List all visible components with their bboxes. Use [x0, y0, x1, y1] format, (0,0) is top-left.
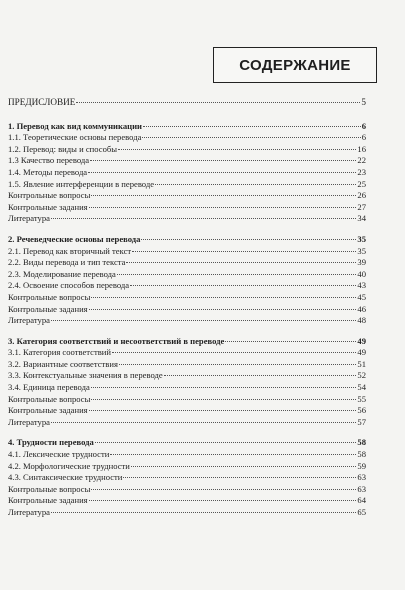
toc-page-number: 27 [357, 201, 366, 212]
toc-page-number: 65 [357, 507, 366, 517]
toc-leader-dots [143, 126, 361, 127]
toc-entry-title: 4.3. Синтаксические трудности [8, 472, 123, 483]
toc-leader-dots [119, 364, 357, 365]
toc-entry-title: Литература [8, 315, 50, 326]
toc-leader-dots [91, 489, 356, 490]
toc-chapter-row [8, 234, 366, 246]
toc-chapter-row [8, 336, 366, 348]
toc-chapter-row [8, 121, 366, 133]
toc-spacer [8, 327, 366, 336]
toc-entry-title: 1.4. Методы перевода [8, 166, 88, 177]
toc-page-number: 40 [357, 268, 366, 279]
toc-page-number: 63 [357, 483, 366, 494]
toc-page-number: 57 [357, 416, 366, 427]
toc-leader-dots [131, 466, 357, 467]
toc-spacer [8, 428, 366, 437]
toc-page-number: 59 [357, 460, 366, 471]
toc-leader-dots [91, 387, 357, 388]
toc-entry-title: Литература [8, 213, 50, 224]
toc-entry-title: Контрольные вопросы [8, 190, 91, 201]
toc-page-number: 25 [357, 178, 366, 189]
toc-preface-row [8, 97, 366, 109]
toc-entry-title: Контрольные задания [8, 495, 88, 506]
toc-entry-title: 4. Трудности перевода [8, 437, 94, 448]
toc-entry-title: Контрольные задания [8, 201, 88, 212]
toc-entry-row [8, 167, 366, 179]
toc-entry-row [8, 472, 366, 484]
toc-leader-dots [51, 422, 356, 423]
toc-page-number: 35 [357, 245, 366, 256]
toc-leader-dots [118, 149, 356, 150]
toc-page-number: 6 [361, 120, 366, 131]
toc-entry-row [8, 202, 366, 214]
toc-leader-dots [112, 352, 356, 353]
toc-page-number: 26 [357, 190, 366, 201]
toc-leader-dots [51, 512, 356, 513]
toc-page-number: 54 [357, 382, 366, 393]
toc-entry-row [8, 246, 366, 258]
toc-leader-dots [88, 172, 356, 173]
toc-entry-title: Литература [8, 507, 50, 517]
toc-entry-row [8, 461, 366, 473]
toc-chapter-row [8, 437, 366, 449]
toc-leader-dots [141, 239, 356, 240]
table-of-contents [8, 97, 366, 519]
toc-entry-title: 1.5. Явление интерференции в переводе [8, 178, 155, 189]
toc-entry-row [8, 213, 366, 225]
toc-page-number: 45 [357, 291, 366, 302]
toc-entry-row [8, 155, 366, 167]
toc-leader-dots [126, 262, 356, 263]
toc-entry-row [8, 179, 366, 191]
toc-entry-title: 1.1. Теоретические основы перевода [8, 132, 142, 143]
toc-entry-title: 3. Категория соответствий и несоответствий в переводе [8, 335, 225, 346]
toc-page-number: 34 [357, 213, 366, 224]
toc-entry-row [8, 257, 366, 269]
page-title: СОДЕРЖАНИЕ [239, 56, 351, 74]
toc-leader-dots [95, 442, 357, 443]
toc-entry-title: 1.2. Перевод: виды и способы [8, 143, 118, 154]
toc-page-number: 48 [357, 315, 366, 326]
toc-leader-dots [130, 285, 356, 286]
toc-entry-title: ПРЕДИСЛОВИЕ [8, 97, 76, 107]
toc-leader-dots [117, 274, 357, 275]
toc-entry-row [8, 405, 366, 417]
toc-entry-title: 1.3 Качество перевода [8, 155, 90, 166]
toc-page-number: 35 [357, 233, 366, 244]
toc-entry-row [8, 292, 366, 304]
toc-entry-title: Литература [8, 416, 50, 427]
toc-leader-dots [51, 320, 356, 321]
toc-page-number: 63 [357, 472, 366, 483]
toc-leader-dots [225, 341, 356, 342]
toc-entry-row [8, 144, 366, 156]
toc-entry-row [8, 370, 366, 382]
toc-page-number: 39 [357, 257, 366, 268]
toc-entry-row [8, 449, 366, 461]
toc-entry-row [8, 382, 366, 394]
toc-page-number: 6 [361, 132, 366, 143]
toc-entry-title: 3.3. Контекстуальные значения в переводе [8, 370, 163, 381]
toc-page-number: 5 [361, 97, 366, 107]
toc-entry-title: Контрольные вопросы [8, 291, 91, 302]
toc-entry-row [8, 304, 366, 316]
toc-entry-title: 2. Речеведческие основы перевода [8, 233, 141, 244]
toc-page-number: 55 [357, 393, 366, 404]
toc-leader-dots [142, 137, 360, 138]
toc-leader-dots [123, 477, 356, 478]
toc-leader-dots [51, 218, 356, 219]
toc-entry-title: 3.4. Единица перевода [8, 382, 90, 393]
toc-page-number: 64 [357, 495, 366, 506]
toc-spacer [8, 225, 366, 234]
toc-leader-dots [132, 251, 356, 252]
toc-leader-dots [76, 102, 360, 103]
toc-entry-row [8, 315, 366, 327]
toc-leader-dots [155, 184, 356, 185]
toc-page-number: 51 [357, 358, 366, 369]
toc-page-number: 46 [357, 303, 366, 314]
toc-leader-dots [91, 399, 356, 400]
toc-page-number: 58 [357, 449, 366, 460]
toc-entry-title: 2.3. Моделирование перевода [8, 268, 116, 279]
toc-entry-row [8, 280, 366, 292]
toc-entry-row [8, 484, 366, 496]
toc-page-number: 22 [357, 155, 366, 166]
toc-entry-row [8, 132, 366, 144]
toc-leader-dots [89, 500, 357, 501]
toc-entry-title: Контрольные вопросы [8, 393, 91, 404]
toc-page-number: 56 [357, 405, 366, 416]
toc-entry-title: 2.2. Виды перевода и тип текста [8, 257, 126, 268]
toc-page-number: 58 [357, 437, 366, 448]
toc-entry-row [8, 495, 366, 507]
toc-entry-row [8, 190, 366, 202]
toc-page-number: 43 [357, 280, 366, 291]
toc-leader-dots [89, 309, 357, 310]
contents-heading-box [213, 47, 377, 83]
toc-entry-title: Контрольные вопросы [8, 483, 91, 494]
toc-entry-title: 2.1. Перевод как вторичный текст [8, 245, 132, 256]
toc-entry-title: 1. Перевод как вид коммуникации [8, 120, 142, 131]
toc-leader-dots [89, 410, 357, 411]
toc-page-number: 52 [357, 370, 366, 381]
toc-leader-dots [164, 375, 357, 376]
toc-entry-title: 4.1. Лексические трудности [8, 449, 110, 460]
toc-entry-title: 4.2. Морфологические трудности [8, 460, 130, 471]
toc-spacer [8, 109, 366, 121]
toc-leader-dots [90, 160, 356, 161]
toc-entry-row [8, 394, 366, 406]
toc-page-number: 49 [357, 347, 366, 358]
toc-page-number: 23 [357, 166, 366, 177]
toc-entry-title: 3.2. Вариантные соответствия [8, 358, 118, 369]
toc-entry-row [8, 359, 366, 371]
toc-entry-title: Контрольные задания [8, 303, 88, 314]
toc-leader-dots [89, 207, 357, 208]
toc-entry-row [8, 269, 366, 281]
toc-leader-dots [91, 297, 356, 298]
toc-entry-row [8, 507, 366, 519]
toc-entry-row [8, 417, 366, 429]
toc-entry-title: 3.1. Категория соответствий [8, 347, 111, 358]
toc-page-number: 16 [357, 143, 366, 154]
toc-entry-title: Контрольные задания [8, 405, 88, 416]
toc-entry-title: 2.4. Освоение способов перевода [8, 280, 130, 291]
toc-leader-dots [110, 454, 356, 455]
toc-page-number: 49 [357, 335, 366, 346]
toc-entry-row [8, 347, 366, 359]
toc-leader-dots [91, 195, 356, 196]
